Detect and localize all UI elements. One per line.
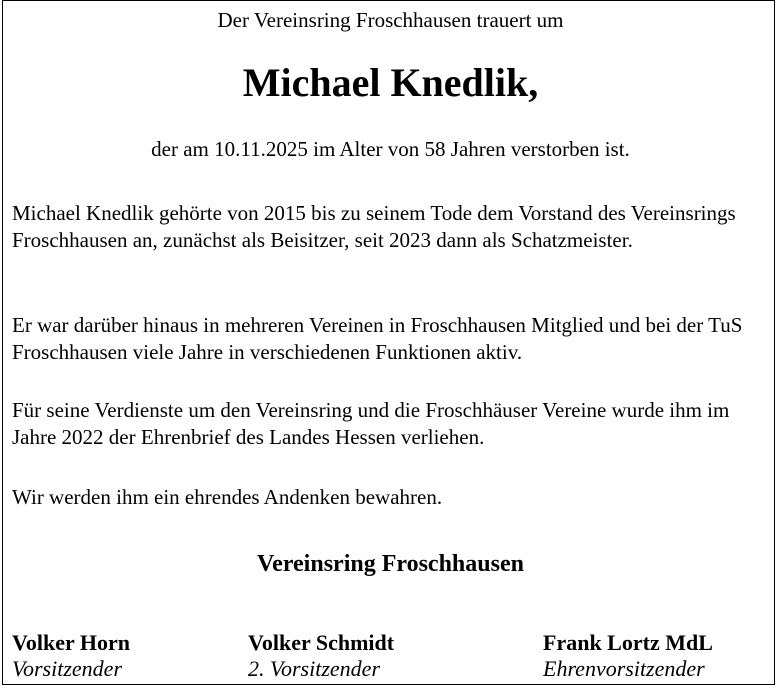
death-line: der am 10.11.2025 im Alter von 58 Jahren verstorben ist. xyxy=(151,137,630,161)
paragraph-club-activity: Er war darüber hinaus in mehreren Vereinen in Froschhausen Mitglied und bei der TuS Froschhausen viele Jahre in verschiedenen Funktionen aktiv. xyxy=(12,313,743,364)
paragraph-board-membership: Michael Knedlik gehörte von 2015 bis zu seinem Tode dem Vorstand des Vereinsrings Froschhausen an, zunächst als Beisitzer, seit 2023 dann als Schatzmeister. xyxy=(12,201,736,252)
paragraph-remembrance: Wir werden ihm ein ehrendes Andenken bewahren. xyxy=(12,485,443,509)
signatory-role: Ehrenvorsitzender xyxy=(543,656,705,681)
signatory-name: Volker Horn xyxy=(12,630,130,655)
signatory xyxy=(543,630,713,682)
intro-line: Der Vereinsring Froschhausen trauert um xyxy=(217,8,564,32)
signatory xyxy=(248,630,394,682)
signatory-name: Volker Schmidt xyxy=(248,630,395,655)
deceased-name: Michael Knedlik, xyxy=(242,60,539,105)
paragraph-honors: Für seine Verdienste um den Vereinsring und die Froschhäuser Vereine wurde ihm im Jahre 2022 der Ehrenbrief des Landes Hessen verliehen. xyxy=(12,398,730,449)
signatory-role: Vorsitzender xyxy=(12,656,122,681)
signatory-name: Frank Lortz MdL xyxy=(543,630,713,655)
organization-name: Vereinsring Froschhausen xyxy=(257,551,524,577)
signatory xyxy=(12,630,130,682)
signatory-role: 2. Vorsitzender xyxy=(248,656,380,681)
